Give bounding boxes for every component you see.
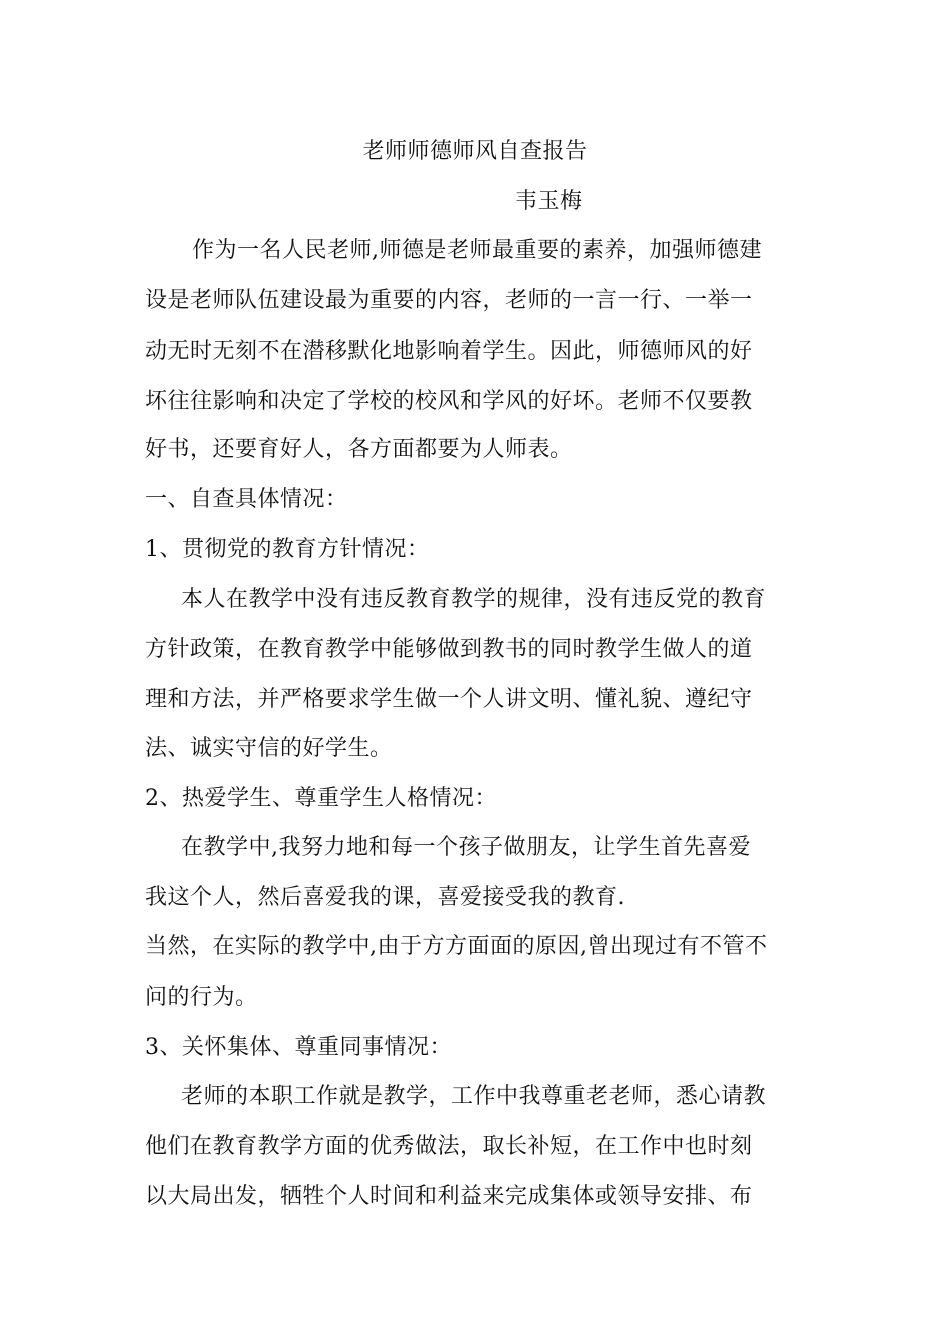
intro-line: 作为一名人民老师,师德是老师最重要的素养，加强师德建	[192, 238, 762, 263]
item-line: 他们在教育教学方面的优秀做法，取长补短，在工作中也时刻	[145, 1134, 753, 1159]
item-line: 在教学中,我努力地和每一个孩子做朋友，让学生首先喜爱	[181, 835, 751, 860]
intro-line: 坏往往影响和决定了学校的校风和学风的好坏。老师不仅要教	[145, 389, 753, 414]
intro-line: 动无时无刻不在潜移默化地影响着学生。因此，师德师风的好	[145, 339, 753, 364]
item-line: 问的行为。	[145, 985, 258, 1010]
item-line: 法、诚实守信的好学生。	[145, 736, 393, 761]
item-line: 当然，在实际的教学中,由于方方面面的原因,曾出现过有不管不	[145, 934, 768, 959]
item-line: 以大局出发，牺牲个人时间和利益来完成集体或领导安排、布	[145, 1184, 753, 1209]
section-heading: 一、自查具体情况：	[145, 487, 348, 512]
author-name: 韦玉梅	[515, 189, 583, 214]
item-line: 我这个人，然后喜爱我的课，喜爱接受我的教育.	[145, 885, 625, 910]
item-heading: 3、关怀集体、尊重同事情况：	[145, 1035, 452, 1060]
intro-line: 设是老师队伍建设最为重要的内容，老师的一言一行、一举一	[145, 288, 753, 313]
intro-line: 好书，还要育好人，各方面都要为人师表。	[145, 437, 573, 462]
document-title: 老师师德师风自查报告	[362, 139, 588, 164]
item-heading: 2、热爱学生、尊重学生人格情况：	[145, 786, 497, 811]
item-heading: 1、贯彻党的教育方针情况：	[145, 537, 430, 562]
item-line: 本人在教学中没有违反教育教学的规律，没有违反党的教育	[181, 587, 767, 612]
item-line: 理和方法，并严格要求学生做一个人讲文明、懂礼貌、遵纪守	[145, 687, 753, 712]
item-line: 方针政策，在教育教学中能够做到教书的同时教学生做人的道	[145, 637, 753, 662]
item-line: 老师的本职工作就是教学，工作中我尊重老老师，悉心请教	[181, 1084, 767, 1109]
